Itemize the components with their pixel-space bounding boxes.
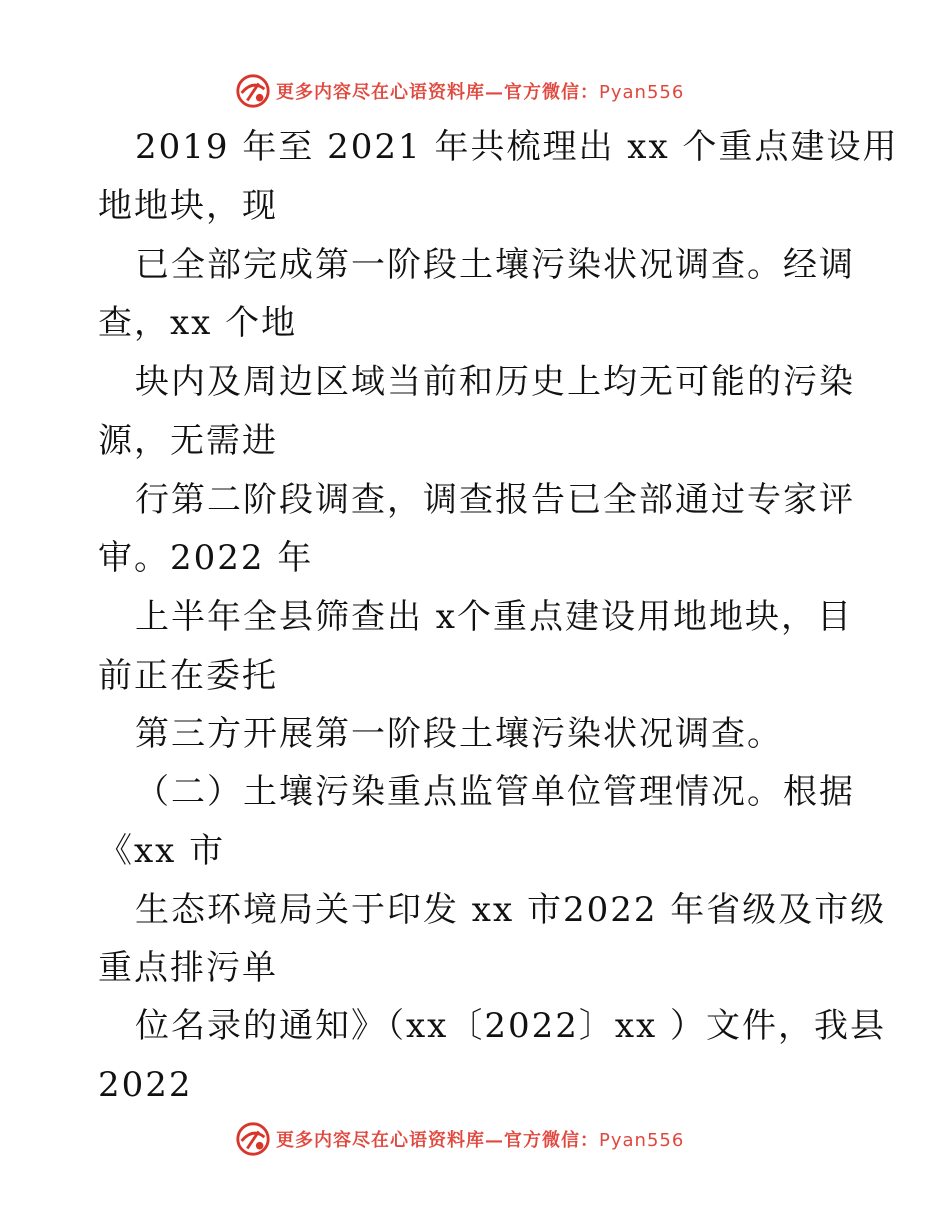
text-line: 位名录的通知》（xx〔2022〕xx ）文件，我县 bbox=[135, 1006, 887, 1046]
text-line: 前正在委托 bbox=[98, 656, 278, 696]
text-line: 生态环境局关于印发 xx 市2022 年省级及市级 bbox=[135, 890, 887, 930]
text-line: 2019 年至 2021 年共梳理出 xx 个重点建设用 bbox=[135, 127, 899, 167]
text-line: 上半年全县筛查出 x个重点建设用地地块，目 bbox=[135, 597, 853, 637]
text-line: （二）土壤污染重点监管单位管理情况。根据 bbox=[135, 772, 855, 812]
text-line: 第三方开展第一阶段土壤污染状况调查。 bbox=[135, 714, 783, 754]
text-line: 源，无需进 bbox=[98, 421, 278, 461]
text-line: 查，xx 个地 bbox=[98, 303, 298, 343]
text-line: 已全部完成第一阶段土壤污染状况调查。经调 bbox=[135, 245, 855, 285]
logo-icon bbox=[234, 1120, 272, 1158]
watermark-text: 更多内容尽在心语资料库—官方微信：Pyan556 bbox=[276, 82, 685, 103]
text-line: 重点排污单 bbox=[98, 948, 278, 988]
text-line: 行第二阶段调查，调查报告已全部通过专家评 bbox=[135, 480, 855, 520]
text-line: 块内及周边区域当前和历史上均无可能的污染 bbox=[135, 362, 855, 402]
text-line: 地地块，现 bbox=[98, 186, 278, 226]
text-line: 2022 bbox=[98, 1065, 193, 1105]
watermark-footer bbox=[234, 1119, 714, 1159]
text-line: 审。2022 年 bbox=[98, 538, 314, 578]
text-line: 《xx 市 bbox=[98, 831, 226, 871]
watermark-text: 更多内容尽在心语资料库—官方微信：Pyan556 bbox=[276, 1130, 685, 1151]
